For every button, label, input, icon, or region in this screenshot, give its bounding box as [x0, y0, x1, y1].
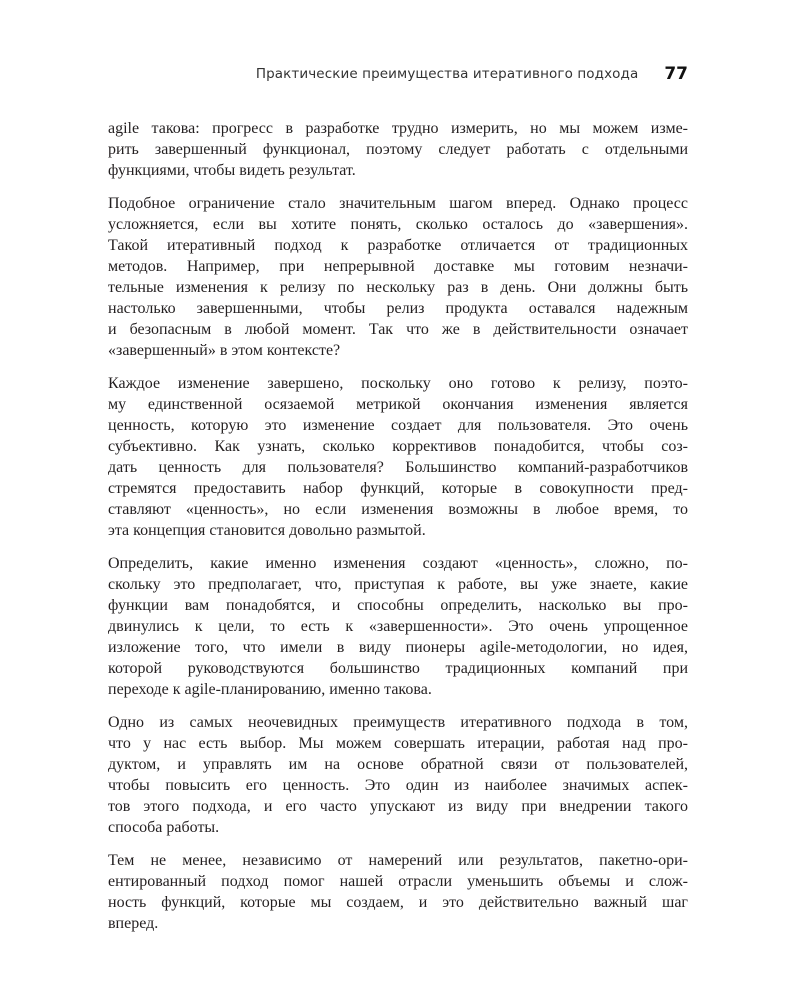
text-line: рить завершенный функционал, поэтому следует работать с отдельными [108, 141, 688, 158]
text-line: стремятся предоставить набор функций, которые в совокупности пред- [108, 480, 688, 497]
text-line: субъективно. Как узнать, сколько коррективов понадобится, чтобы соз- [108, 438, 688, 455]
text-line: ентированный подход помог нашей отрасли уменьшить объемы и слож- [108, 873, 688, 890]
paragraph [108, 712, 688, 838]
text-line: методов. Например, при непрерывной доставке мы готовим незначи- [108, 258, 688, 275]
text-line: дуктом, и управлять им на основе обратной связи от пользователей, [108, 756, 688, 773]
text-line: Определить, какие именно изменения создают «ценность», сложно, по- [108, 555, 688, 572]
text-line: «завершенный» в этом контексте? [108, 342, 341, 359]
text-line: настолько завершенными, чтобы релиз продукта оставался надежным [108, 300, 688, 317]
text-line: тов этого подхода, и его часто упускают из виду при внедрении такого [108, 798, 688, 815]
text-line: Такой итеративный подход к разработке отличается от традиционных [108, 237, 688, 254]
text-line: agile такова: прогресс в разработке трудно измерить, но мы можем изме- [108, 120, 688, 137]
paragraph [108, 373, 688, 541]
text-line: функции вам понадобятся, и способны определить, насколько вы про- [108, 597, 688, 614]
paragraph [108, 553, 688, 700]
text-line: изложение того, что имели в виду пионеры agile-методологии, но идея, [108, 639, 688, 656]
text-line: и безопасным в любой момент. Так что же в действительности означает [108, 321, 688, 338]
paragraph [108, 118, 688, 181]
body-text [108, 118, 688, 946]
text-line: Тем не менее, независимо от намерений или результатов, пакетно-ори- [108, 852, 688, 869]
text-line: Каждое изменение завершено, поскольку оно готово к релизу, поэто- [108, 375, 688, 392]
text-line: Одно из самых неочевидных преимуществ итеративного подхода в том, [108, 714, 688, 731]
text-line: тельные изменения к релизу по нескольку раз в день. Они должны быть [108, 279, 688, 296]
paragraph [108, 850, 688, 934]
text-line: дать ценность для пользователя? Большинство компаний-разработчиков [108, 459, 688, 476]
text-line: что у нас есть выбор. Мы можем совершать итерации, работая над про- [108, 735, 688, 752]
text-line: ставляют «ценность», но если изменения возможны в любое время, то [108, 501, 688, 518]
text-line: усложняется, если вы хотите понять, сколько осталось до «завершения». [108, 216, 688, 233]
paragraph [108, 193, 688, 361]
text-line: вперед. [108, 915, 159, 932]
text-line: ценность, которую это изменение создает для пользователя. Это очень [108, 417, 688, 434]
text-line: функциями, чтобы видеть результат. [108, 162, 356, 179]
page-number: 77 [664, 64, 688, 84]
text-line: эта концепция становится довольно размытой. [108, 522, 426, 539]
text-line: переходе к agile-планированию, именно такова. [108, 681, 432, 698]
text-line: Подобное ограничение стало значительным шагом вперед. Однако процесс [108, 195, 688, 212]
text-line: му единственной осязаемой метрикой окончания изменения является [108, 396, 688, 413]
text-line: которой руководствуются большинство традиционных компаний при [108, 660, 688, 677]
text-line: чтобы повысить его ценность. Это один из наиболее значимых аспек- [108, 777, 688, 794]
running-title: Практические преимущества итеративного подхода [255, 66, 639, 82]
text-line: ность функций, которые мы создаем, и это действительно важный шаг [108, 894, 688, 911]
text-line: скольку это предполагает, что, приступая к работе, вы уже знаете, какие [108, 576, 688, 593]
text-line: двинулись к цели, то есть к «завершенности». Это очень упрощенное [108, 618, 688, 635]
running-header [108, 62, 688, 86]
text-line: способа работы. [108, 819, 220, 836]
